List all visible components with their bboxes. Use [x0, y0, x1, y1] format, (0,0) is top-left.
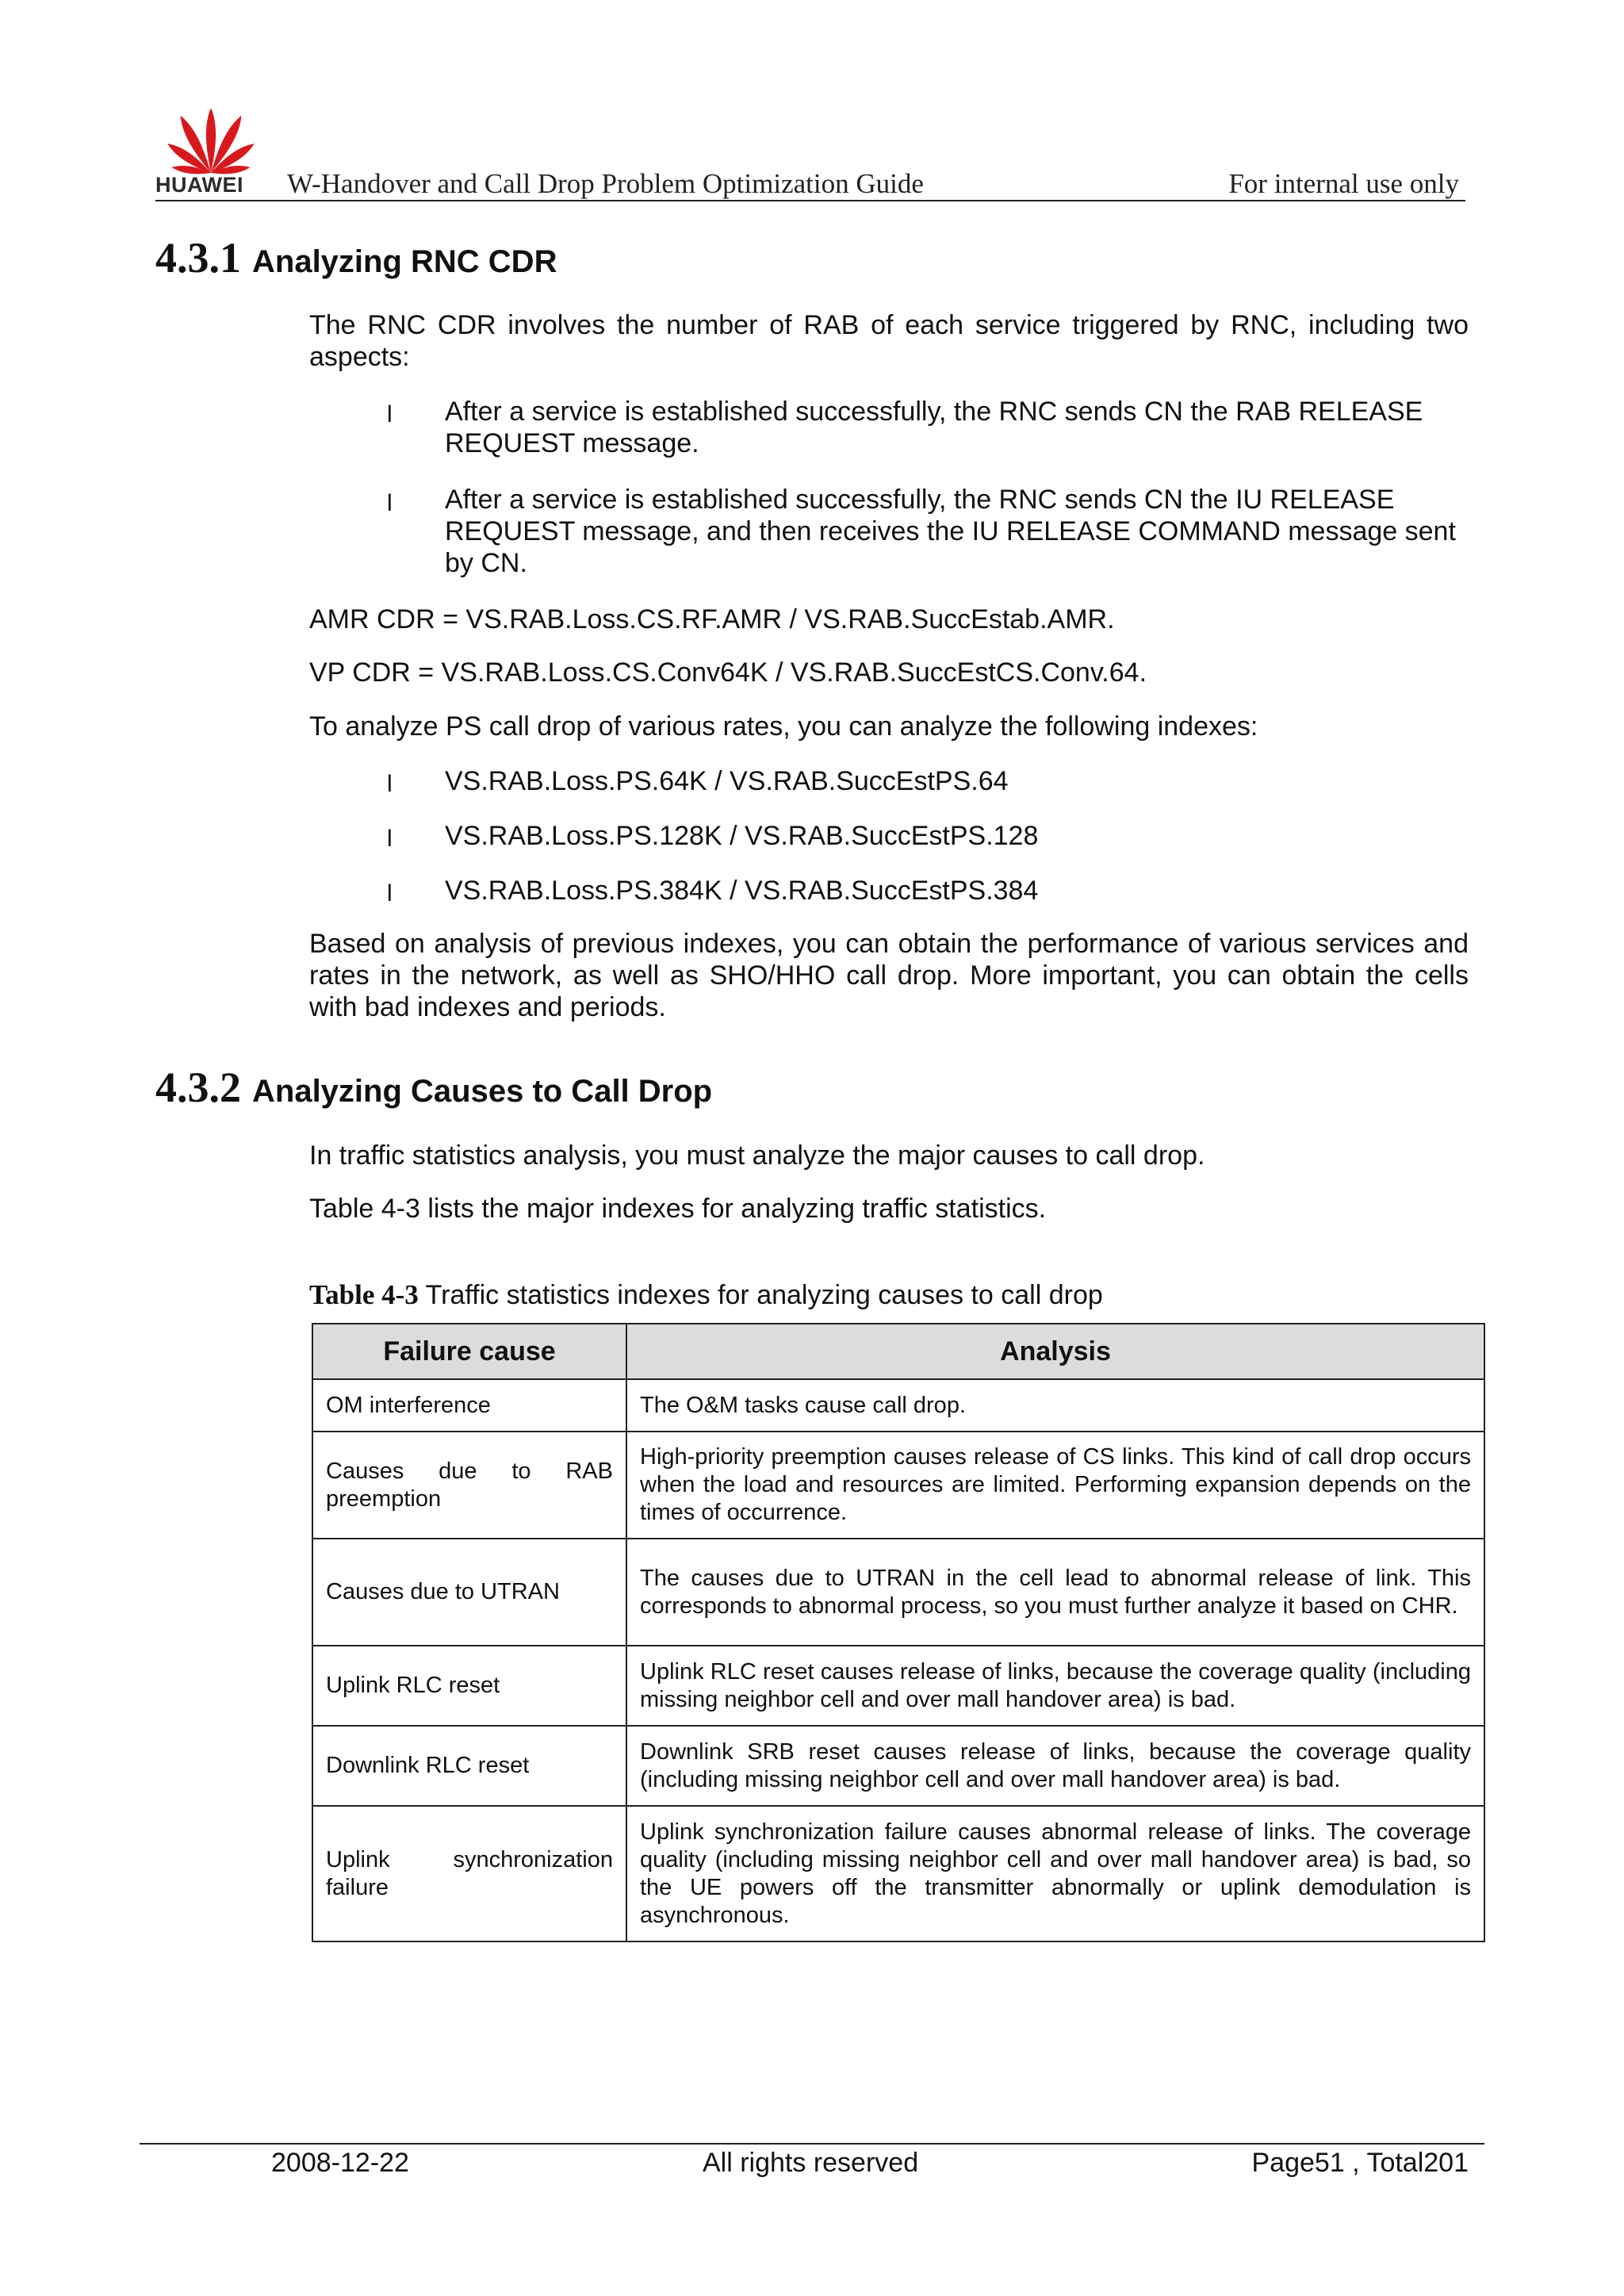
- failure-cause-cell: Causes due to RAB preemption: [312, 1432, 626, 1539]
- bullet-marker: l: [387, 880, 393, 907]
- bullet-marker: l: [387, 401, 393, 427]
- vp-formula: VP CDR = VS.RAB.Loss.CS.Conv64K / VS.RAB.SuccEstCS.Conv.64.: [309, 657, 1147, 688]
- index-item: VS.RAB.Loss.PS.128K / VS.RAB.SuccEstPS.128: [445, 821, 1039, 851]
- section-number: 4.3.1: [155, 234, 241, 282]
- paragraph: In traffic statistics analysis, you must analyze the major causes to call drop.: [309, 1140, 1205, 1171]
- footer-page-number: Page51 , Total201: [1251, 2148, 1469, 2178]
- failure-cause-cell: OM interference: [312, 1379, 626, 1432]
- analysis-cell: High-priority preemption causes release of CS links. This kind of call drop occurs when the load and resources are limited. Performing expansion depends on the times of occurrence.: [626, 1432, 1484, 1539]
- column-header: Failure cause: [312, 1324, 626, 1379]
- table-row: [312, 1379, 1484, 1432]
- table-row: [312, 1432, 1484, 1539]
- logo-wordmark: HUAWEI: [155, 173, 243, 197]
- classification-label: For internal use only: [1228, 168, 1459, 199]
- table-caption-text: Traffic statistics indexes for analyzing causes to call drop: [425, 1280, 1103, 1310]
- paragraph: Table 4-3 lists the major indexes for analyzing traffic statistics.: [309, 1194, 1047, 1224]
- call-drop-causes-table: [312, 1323, 1485, 1942]
- footer-divider: [140, 2143, 1484, 2145]
- section-heading-432: [155, 1063, 712, 1112]
- section-title: Analyzing RNC CDR: [252, 244, 557, 279]
- table-caption: [309, 1279, 1103, 1311]
- table-caption-label: Table 4-3: [309, 1279, 419, 1310]
- table-header-row: [312, 1324, 1484, 1379]
- failure-cause-cell: Causes due to UTRAN: [312, 1539, 626, 1646]
- section-heading-431: [155, 233, 557, 282]
- table-row: [312, 1726, 1484, 1806]
- failure-cause-cell: Downlink RLC reset: [312, 1726, 626, 1806]
- paragraph: Based on analysis of previous indexes, you can obtain the performance of various services and rates in the network, as well as SHO/HHO call drop. More important, you can obtain the cells with bad indexes and periods.: [309, 929, 1469, 1022]
- list-item: After a service is established successfully, the RNC sends CN the RAB RELEASE REQUEST message.: [445, 397, 1423, 458]
- table-row: [312, 1806, 1484, 1941]
- list-item: After a service is established successfully, the RNC sends CN the IU RELEASE REQUEST message, and then receives the IU RELEASE COMMAND message sent by CN.: [445, 485, 1456, 578]
- analysis-cell: Uplink synchronization failure causes abnormal release of links. The coverage quality (including missing neighbor cell and over mall handover area) is bad, so the UE powers off the transmitter abnormally or uplink demodulation is asynchronous.: [626, 1806, 1484, 1941]
- analysis-cell: The O&M tasks cause call drop.: [626, 1379, 1484, 1432]
- bullet-marker: l: [387, 490, 393, 516]
- document-title: W-Handover and Call Drop Problem Optimization Guide: [287, 168, 924, 199]
- index-item: VS.RAB.Loss.PS.64K / VS.RAB.SuccEstPS.64: [445, 766, 1009, 796]
- bullet-marker: l: [387, 826, 393, 852]
- analysis-cell: Downlink SRB reset causes release of links, because the coverage quality (including missing neighbor cell and over mall handover area) is bad.: [626, 1726, 1484, 1806]
- analysis-cell: Uplink RLC reset causes release of links, because the coverage quality (including missing neighbor cell and over mall handover area) is bad.: [626, 1646, 1484, 1726]
- paragraph: To analyze PS call drop of various rates, you can analyze the following indexes:: [309, 711, 1258, 742]
- failure-cause-cell: Uplink RLC reset: [312, 1646, 626, 1726]
- header-divider: [155, 200, 1465, 201]
- footer-date: 2008-12-22: [271, 2148, 409, 2178]
- footer-rights: All rights reserved: [703, 2148, 919, 2178]
- bullet-marker: l: [387, 771, 393, 797]
- failure-cause-cell: Uplink synchronization failure: [312, 1806, 626, 1941]
- table-row: [312, 1539, 1484, 1646]
- amr-formula: AMR CDR = VS.RAB.Loss.CS.RF.AMR / VS.RAB.SuccEstab.AMR.: [309, 604, 1115, 634]
- section-number: 4.3.2: [155, 1064, 241, 1111]
- table-row: [312, 1646, 1484, 1726]
- column-header: Analysis: [626, 1324, 1484, 1379]
- section-title: Analyzing Causes to Call Drop: [252, 1074, 713, 1109]
- paragraph: The RNC CDR involves the number of RAB of each service triggered by RNC, including two aspects:: [309, 310, 1469, 372]
- analysis-cell: The causes due to UTRAN in the cell lead to abnormal release of link. This corresponds to abnormal process, so you must further analyze it based on CHR.: [626, 1539, 1484, 1646]
- index-item: VS.RAB.Loss.PS.384K / VS.RAB.SuccEstPS.384: [445, 876, 1039, 906]
